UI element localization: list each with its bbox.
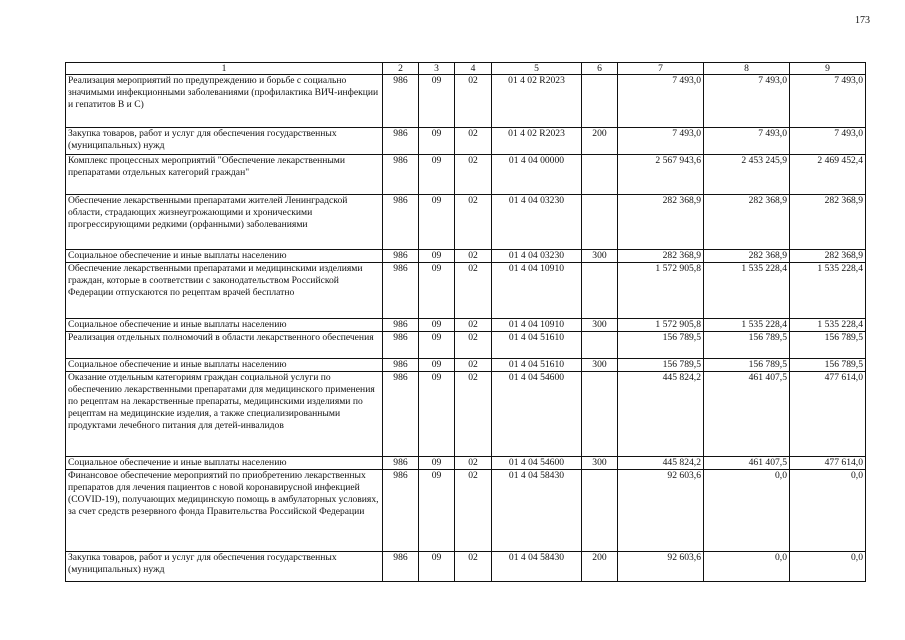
cell-expense-type [582,155,618,195]
cell-subsection: 02 [455,195,492,250]
table-row [66,195,866,250]
cell-amount-year-3: 477 614,0 [790,372,866,457]
cell-subsection: 02 [455,128,492,155]
cell-section: 09 [419,155,455,195]
cell-admin-code: 986 [383,250,419,263]
cell-admin-code: 986 [383,319,419,332]
cell-amount-year-2: 7 493,0 [704,128,790,155]
cell-section: 09 [419,372,455,457]
cell-amount-year-3: 1 535 228,4 [790,263,866,319]
cell-target-article: 01 4 02 R2023 [492,128,582,155]
table-row [66,457,866,470]
cell-amount-year-1: 156 789,5 [618,332,704,359]
cell-target-article: 01 4 04 03230 [492,195,582,250]
cell-expense-type [582,470,618,552]
cell-section: 09 [419,457,455,470]
row-name: Финансовое обеспечение мероприятий по приобретению лекарственных препаратов для лечения пациентов с новой коронавирусной инфекцией (COVID-19), получающих медицинскую помощь в амбулаторных условиях, за счет средств резервного фонда Правительства Российской Федерации [66,470,383,552]
row-name: Обеспечение лекарственными препаратами и медицинскими изделиями граждан, которые в соответствии с законодательством Российской Федерации отпускаются по рецептам врачей бесплатно [66,263,383,319]
table-row [66,250,866,263]
cell-section: 09 [419,128,455,155]
col-header-9: 9 [790,63,866,75]
cell-expense-type: 300 [582,457,618,470]
cell-amount-year-3: 282 368,9 [790,250,866,263]
cell-section: 09 [419,332,455,359]
row-name: Реализация мероприятий по предупреждению и борьбе с социально значимыми инфекционными заболеваниями (профилактика ВИЧ-инфекции и гепатитов В и С) [66,75,383,128]
cell-amount-year-2: 1 535 228,4 [704,263,790,319]
cell-subsection: 02 [455,359,492,372]
cell-admin-code: 986 [383,195,419,250]
row-name: Закупка товаров, работ и услуг для обеспечения государственных (муниципальных) нужд [66,552,383,582]
cell-amount-year-3: 0,0 [790,552,866,582]
cell-amount-year-1: 2 567 943,6 [618,155,704,195]
cell-target-article: 01 4 04 58430 [492,552,582,582]
table-row [66,128,866,155]
cell-amount-year-3: 477 614,0 [790,457,866,470]
cell-amount-year-3: 2 469 452,4 [790,155,866,195]
cell-admin-code: 986 [383,128,419,155]
cell-subsection: 02 [455,75,492,128]
cell-admin-code: 986 [383,263,419,319]
col-header-4: 4 [455,63,492,75]
cell-amount-year-2: 461 407,5 [704,457,790,470]
cell-amount-year-1: 282 368,9 [618,195,704,250]
cell-subsection: 02 [455,552,492,582]
cell-section: 09 [419,263,455,319]
cell-amount-year-1: 156 789,5 [618,359,704,372]
cell-target-article: 01 4 04 10910 [492,319,582,332]
row-name: Обеспечение лекарственными препаратами жителей Ленинградской области, страдающих жизнеугрожающими и хроническими прогрессирующими редкими (орфанными) заболеваниями [66,195,383,250]
row-name: Социальное обеспечение и иные выплаты населению [66,359,383,372]
cell-expense-type [582,75,618,128]
cell-amount-year-3: 7 493,0 [790,128,866,155]
row-name: Социальное обеспечение и иные выплаты населению [66,319,383,332]
cell-section: 09 [419,552,455,582]
cell-target-article: 01 4 04 51610 [492,332,582,359]
cell-amount-year-2: 7 493,0 [704,75,790,128]
cell-amount-year-3: 7 493,0 [790,75,866,128]
page-number: 173 [855,15,870,26]
cell-amount-year-1: 1 572 905,8 [618,319,704,332]
cell-subsection: 02 [455,250,492,263]
cell-subsection: 02 [455,470,492,552]
cell-expense-type: 200 [582,128,618,155]
col-header-6: 6 [582,63,618,75]
col-header-3: 3 [419,63,455,75]
cell-subsection: 02 [455,319,492,332]
cell-amount-year-1: 92 603,6 [618,470,704,552]
cell-admin-code: 986 [383,457,419,470]
col-header-5: 5 [492,63,582,75]
cell-section: 09 [419,195,455,250]
budget-table [65,62,866,582]
cell-amount-year-3: 0,0 [790,470,866,552]
cell-target-article: 01 4 04 03230 [492,250,582,263]
table-row [66,263,866,319]
table-row [66,155,866,195]
cell-expense-type [582,263,618,319]
cell-amount-year-1: 7 493,0 [618,128,704,155]
cell-section: 09 [419,75,455,128]
cell-amount-year-2: 156 789,5 [704,359,790,372]
cell-subsection: 02 [455,457,492,470]
cell-admin-code: 986 [383,155,419,195]
table-row [66,332,866,359]
cell-admin-code: 986 [383,75,419,128]
table-row [66,470,866,552]
cell-section: 09 [419,470,455,552]
cell-expense-type: 300 [582,319,618,332]
cell-amount-year-1: 445 824,2 [618,372,704,457]
row-name: Закупка товаров, работ и услуг для обеспечения государственных (муниципальных) нужд [66,128,383,155]
cell-target-article: 01 4 02 R2023 [492,75,582,128]
cell-subsection: 02 [455,263,492,319]
cell-amount-year-2: 282 368,9 [704,250,790,263]
cell-subsection: 02 [455,155,492,195]
cell-subsection: 02 [455,372,492,457]
row-name: Реализация отдельных полномочий в области лекарственного обеспечения [66,332,383,359]
table-row [66,319,866,332]
cell-target-article: 01 4 04 58430 [492,470,582,552]
cell-expense-type [582,195,618,250]
table-row [66,372,866,457]
table-row [66,359,866,372]
table-row [66,75,866,128]
cell-target-article: 01 4 04 54600 [492,457,582,470]
col-header-1: 1 [66,63,383,75]
cell-target-article: 01 4 04 54600 [492,372,582,457]
cell-admin-code: 986 [383,552,419,582]
cell-section: 09 [419,319,455,332]
cell-amount-year-2: 156 789,5 [704,332,790,359]
cell-admin-code: 986 [383,372,419,457]
col-header-7: 7 [618,63,704,75]
cell-amount-year-2: 461 407,5 [704,372,790,457]
cell-target-article: 01 4 04 00000 [492,155,582,195]
cell-amount-year-1: 445 824,2 [618,457,704,470]
cell-admin-code: 986 [383,470,419,552]
cell-amount-year-1: 7 493,0 [618,75,704,128]
row-name: Социальное обеспечение и иные выплаты населению [66,250,383,263]
row-name: Социальное обеспечение и иные выплаты населению [66,457,383,470]
cell-section: 09 [419,250,455,263]
cell-target-article: 01 4 04 51610 [492,359,582,372]
col-header-8: 8 [704,63,790,75]
table-row [66,552,866,582]
cell-amount-year-3: 282 368,9 [790,195,866,250]
cell-amount-year-1: 1 572 905,8 [618,263,704,319]
cell-amount-year-1: 92 603,6 [618,552,704,582]
header-row [66,63,866,75]
cell-expense-type: 300 [582,250,618,263]
cell-expense-type [582,372,618,457]
cell-amount-year-2: 1 535 228,4 [704,319,790,332]
cell-amount-year-2: 0,0 [704,470,790,552]
cell-amount-year-1: 282 368,9 [618,250,704,263]
row-name: Оказание отдельным категориям граждан социальной услуги по обеспечению лекарственными препаратами для медицинского применения по рецептам на лекарственные препараты, медицинскими изделиями по рецептам на медицинские изделия, а также специализированными продуктами лечебного питания для детей-инвалидов [66,372,383,457]
cell-admin-code: 986 [383,359,419,372]
cell-subsection: 02 [455,332,492,359]
cell-amount-year-2: 2 453 245,9 [704,155,790,195]
cell-expense-type: 300 [582,359,618,372]
cell-amount-year-2: 0,0 [704,552,790,582]
cell-expense-type: 200 [582,552,618,582]
cell-amount-year-3: 1 535 228,4 [790,319,866,332]
cell-admin-code: 986 [383,332,419,359]
cell-amount-year-3: 156 789,5 [790,359,866,372]
cell-expense-type [582,332,618,359]
row-name: Комплекс процессных мероприятий "Обеспечение лекарственными препаратами отдельных категорий граждан" [66,155,383,195]
col-header-2: 2 [383,63,419,75]
cell-amount-year-3: 156 789,5 [790,332,866,359]
cell-target-article: 01 4 04 10910 [492,263,582,319]
cell-section: 09 [419,359,455,372]
cell-amount-year-2: 282 368,9 [704,195,790,250]
